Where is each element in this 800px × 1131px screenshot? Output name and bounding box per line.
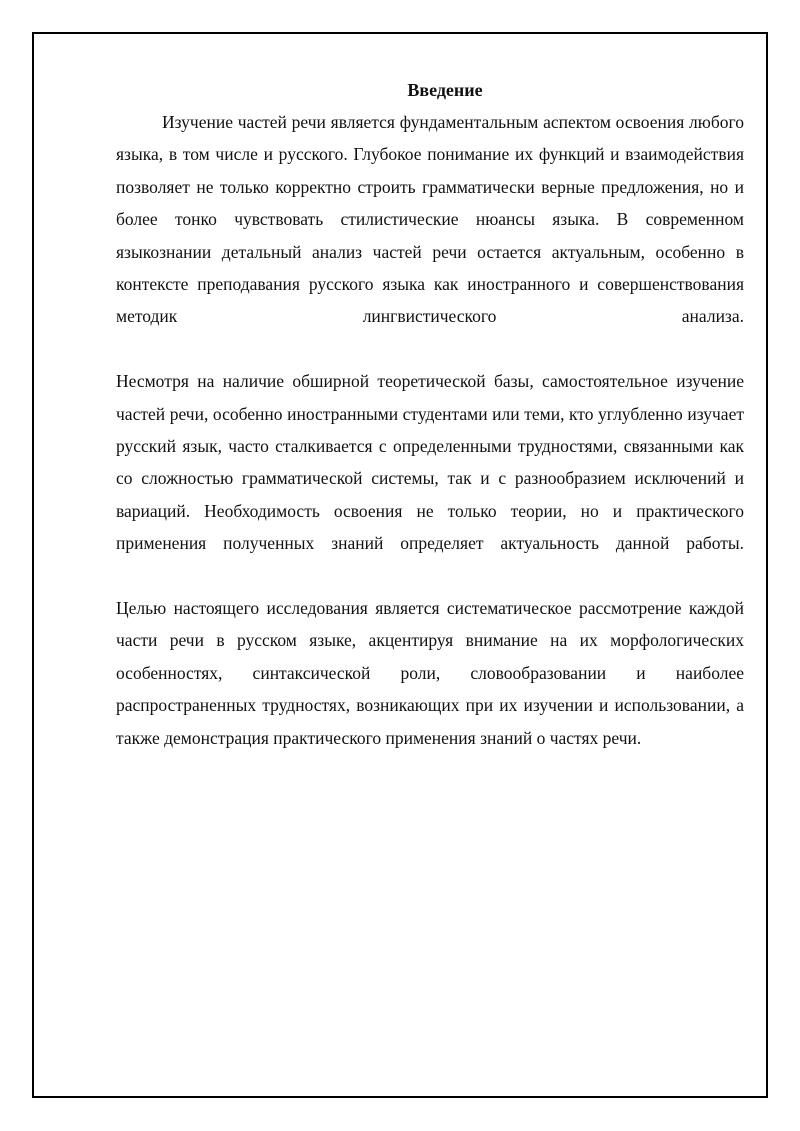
document-body — [116, 74, 744, 754]
document-page — [32, 32, 768, 1098]
paragraph-intro: Изучение частей речи является фундаментальным аспектом освоения любого языка, в том числе и русского. Глубокое понимание их функций и взаимодействия позволяет не только корректно строить грамматически верные предложения, но и более тонко чувствовать стилистические нюансы языка. В современном языкознании детальный анализ частей речи остается актуальным, особенно в контексте преподавания русского языка как иностранного и совершенствования методик лингвистического анализа. — [116, 112, 744, 327]
paragraph-goal: Целью настоящего исследования является систематическое рассмотрение каждой части речи в русском языке, акцентируя внимание на их морфологических особенностях, синтаксической роли, словообразовании и наиболее распространенных трудностях, возникающих при их изучении и использовании, а также демонстрация практического применения знаний о частях речи. — [116, 598, 744, 748]
paragraph-relevance: Несмотря на наличие обширной теоретической базы, самостоятельное изучение частей речи, особенно иностранными студентами или теми, кто углубленно изучает русский язык, часто сталкивается с определенными трудностями, связанными как со сложностью грамматической системы, так и с разнообразием исключений и вариаций. Необходимость освоения не только теории, но и практического применения полученных знаний определяет актуальность данной работы. — [116, 371, 744, 554]
document-title: Введение — [407, 80, 483, 100]
